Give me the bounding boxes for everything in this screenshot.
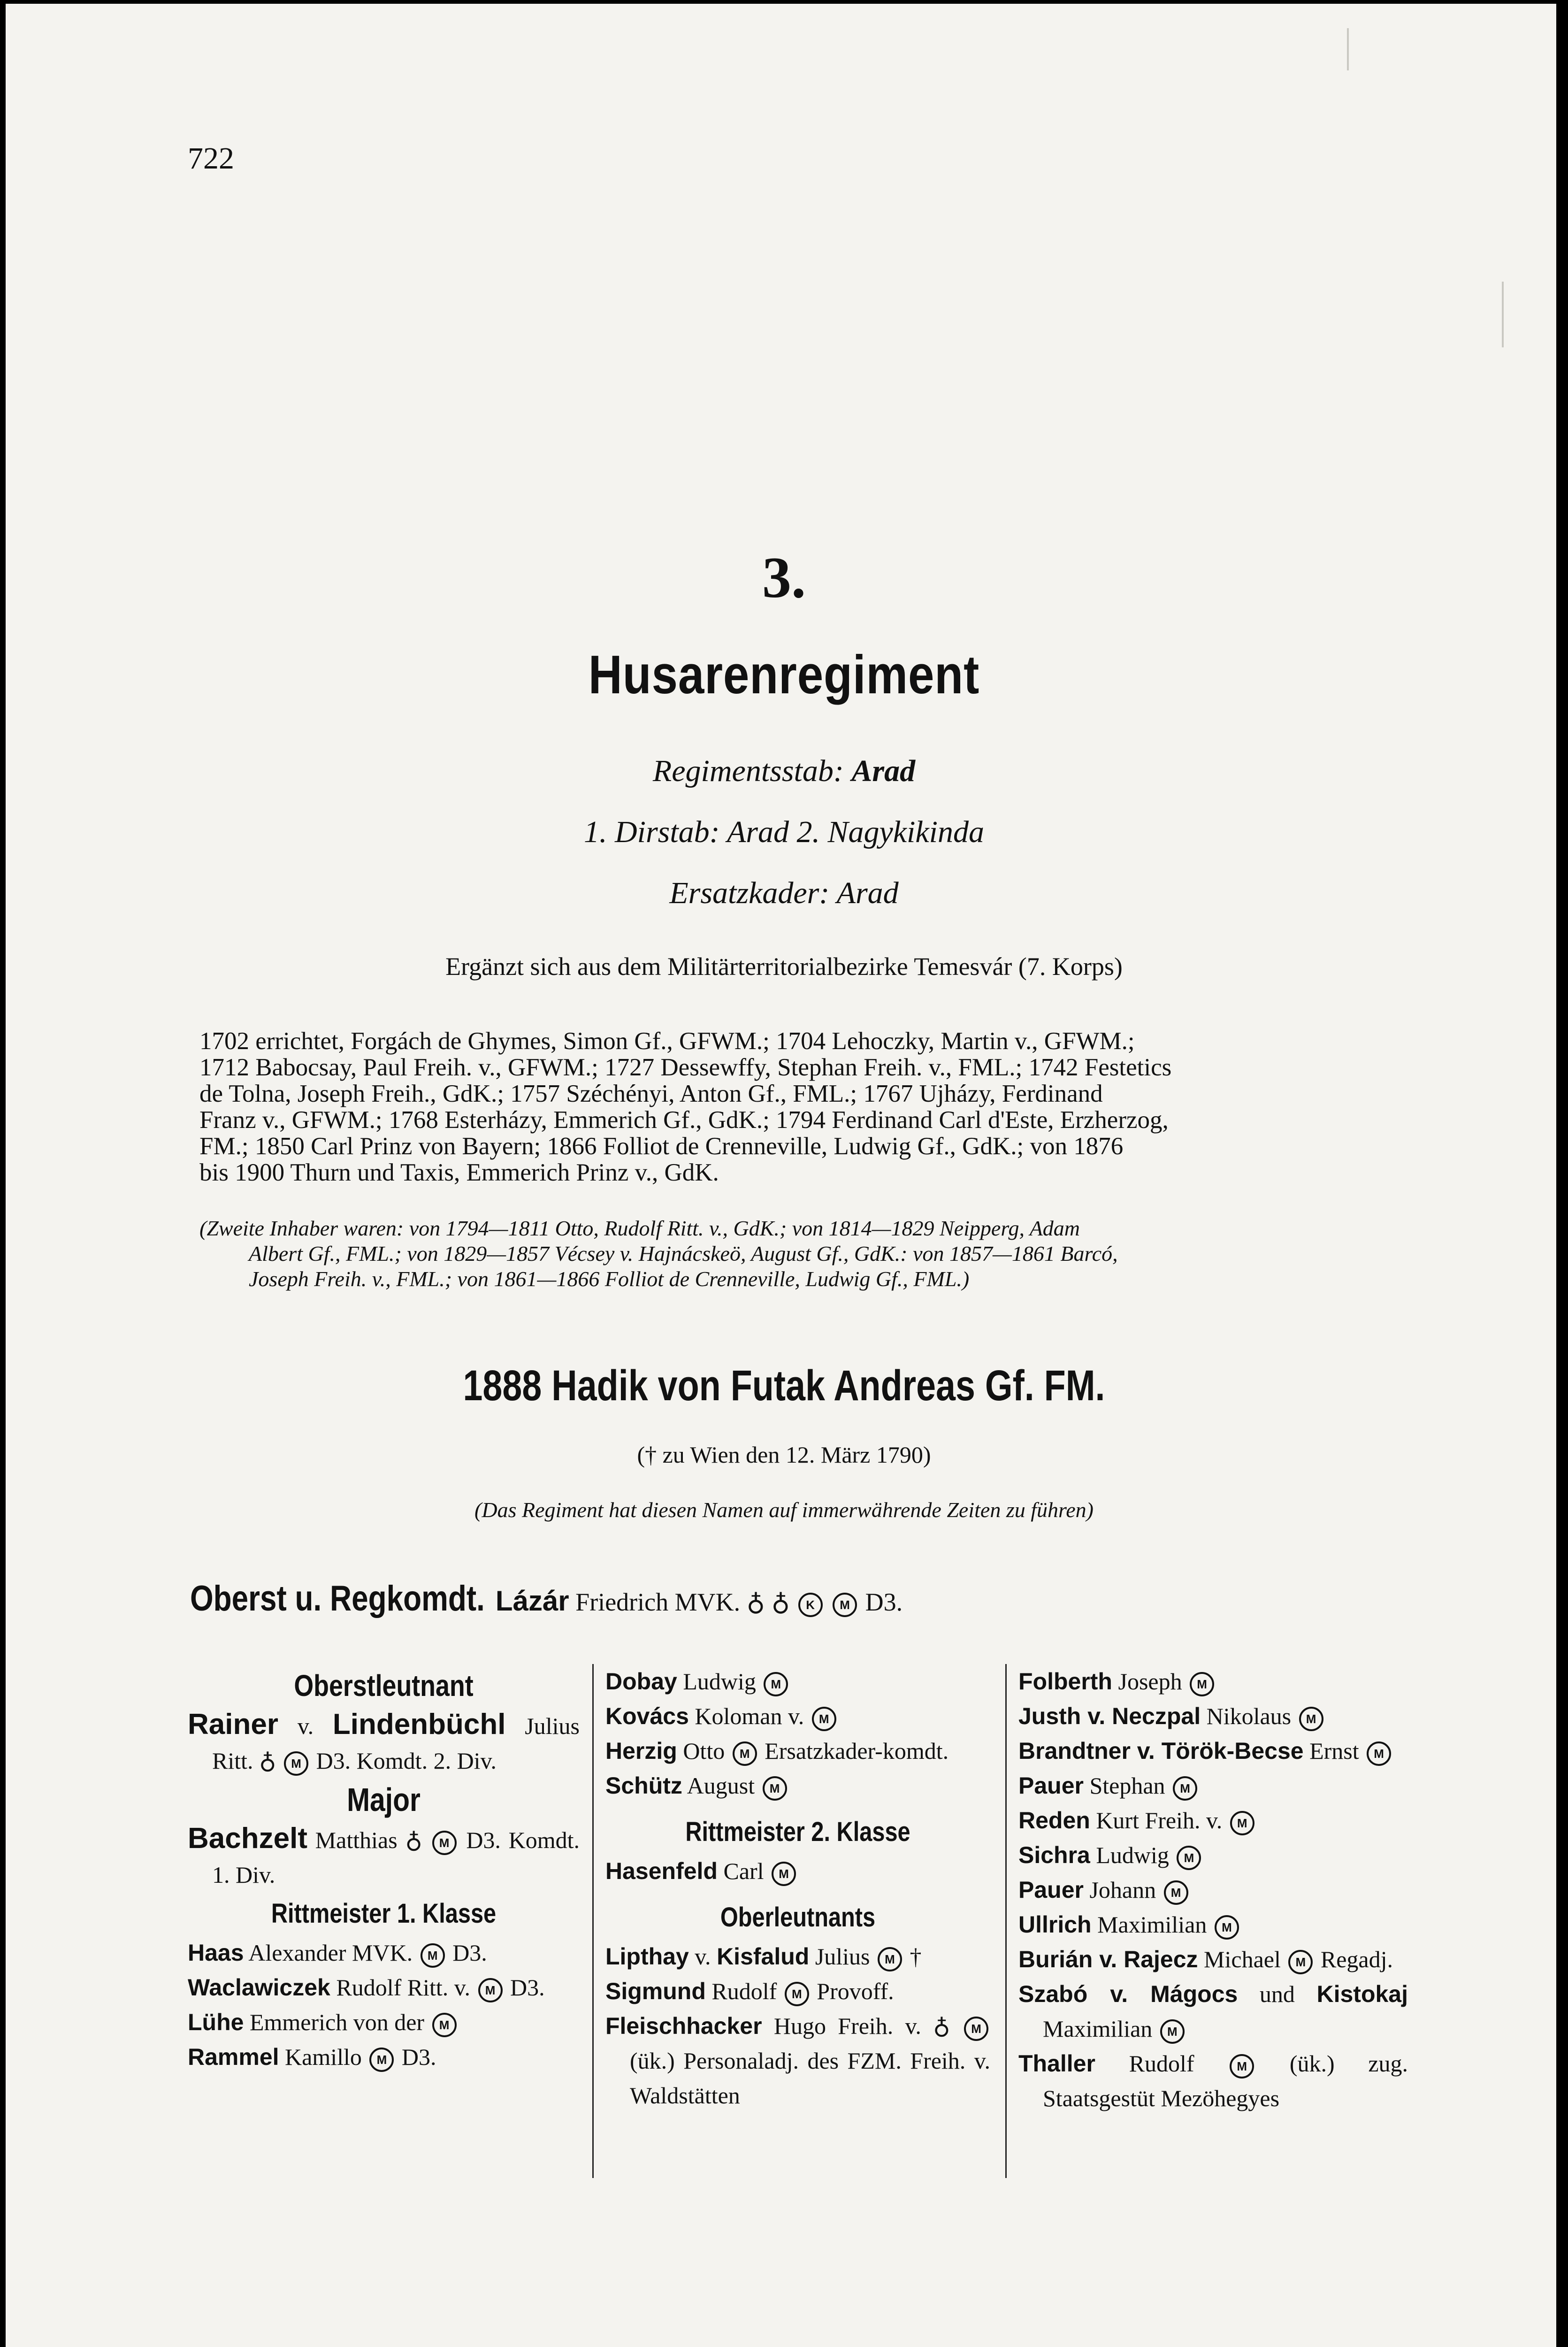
m-mark-icon: M (1215, 1915, 1239, 1940)
inhaber-line: (Zweite Inhaber waren: von 1794—1811 Otto, Rudolf Ritt. v., GdK.; von 1814—1829 Neipperg, Adam (199, 1216, 1080, 1240)
column-3 (1018, 1664, 1408, 2116)
entry-rainer (188, 1707, 580, 1778)
ersatz-label: Ersatzkader: (669, 876, 830, 910)
entry-surname: Herzig (605, 1738, 677, 1764)
m-mark-icon: M (1367, 1741, 1391, 1766)
entry-given: Emmerich von der (249, 2009, 425, 2035)
history-line: 1702 errichtet, Forgách de Ghymes, Simon Gf., GFWM.; 1704 Lehoczky, Martin v., GFWM.; (199, 1028, 1135, 1055)
entry-surname: Schütz (605, 1772, 682, 1799)
entry-given: Michael (1204, 1946, 1281, 1972)
entry-detail: D3. Komdt. 2. Div. (316, 1748, 497, 1774)
entry-given: Otto (683, 1738, 725, 1764)
entry-particle: v. (297, 1713, 314, 1739)
namesake-died: († zu Wien den 12. März 1790) (637, 1442, 931, 1468)
regiment-title: Husarenregiment (588, 644, 980, 705)
m-mark-icon: M (1190, 1672, 1214, 1696)
heading-oberstleutnant: Oberstleutnant (294, 1669, 474, 1703)
entry-surname: Sichra (1018, 1842, 1090, 1868)
entry-surname: Kistokaj (1316, 1981, 1408, 2007)
entry-detail: D3. (452, 1940, 487, 1966)
m-mark-icon: M (1164, 1880, 1188, 1905)
history-line: de Tolna, Joseph Freih., GdK.; 1757 Széchényi, Anton Gf., FML.; 1767 Ujházy, Ferdinand (199, 1080, 1103, 1107)
m-mark-icon: M (763, 1776, 787, 1801)
stab-place: Arad (851, 754, 916, 788)
entry-pauer-stephan (1018, 1768, 1408, 1803)
entry-surname: Folberth (1018, 1668, 1112, 1695)
m-mark-icon: M (1230, 2054, 1254, 2079)
entry-detail: Provoff. (817, 1978, 894, 2004)
column-divider (1005, 1664, 1007, 2178)
m-mark-icon: M (432, 2013, 457, 2037)
m-mark-icon: M (284, 1751, 308, 1776)
m-mark-icon: M (421, 1943, 445, 1968)
entry-pauer-johann (1018, 1872, 1408, 1907)
entry-haas (188, 1935, 580, 1970)
m-mark-icon: M (878, 1947, 902, 1971)
second-owners-note (199, 1216, 1410, 1292)
entry-surname: Bachzelt (188, 1822, 307, 1855)
entry-waclawiczek (188, 1970, 580, 2005)
scan-artifact (1502, 282, 1504, 347)
entry-given: Rudolf (1129, 2050, 1194, 2077)
entry-given: Koloman v. (695, 1703, 804, 1729)
m-mark-icon: M (772, 1862, 796, 1886)
history-line: bis 1900 Thurn und Taxis, Emmerich Prinz v., GdK. (199, 1159, 719, 1186)
entry-given: Ernst (1309, 1738, 1359, 1764)
regimentsstab-line (0, 753, 1568, 789)
entry-given: Carl (723, 1858, 764, 1884)
entry-particle: v. (695, 1943, 711, 1970)
entry-surname: Pauer (1018, 1772, 1084, 1799)
entry-surname: Fleischhacker (605, 2013, 762, 2039)
entry-given: August (687, 1772, 755, 1799)
regiment-number: 3. (762, 545, 806, 610)
column-1 (188, 1664, 580, 2074)
m-mark-icon: M (1173, 1776, 1197, 1801)
entry-surname: Lühe (188, 2009, 244, 2035)
oberst-line (190, 1578, 903, 1619)
m-mark-icon: M (432, 1831, 457, 1855)
heading-major: Major (347, 1781, 421, 1818)
m-mark-icon: M (1160, 2019, 1185, 2044)
entry-given: Matthias ♁ (315, 1827, 422, 1853)
ersatz-place: Arad (836, 876, 899, 910)
entry-burian (1018, 1942, 1408, 1977)
entry-given: Stephan (1089, 1772, 1165, 1799)
entry-surname: Ullrich (1018, 1911, 1092, 1938)
entry-dobay (605, 1664, 990, 1699)
entry-bachzelt (188, 1821, 580, 1892)
entry-particle: und (1259, 1981, 1295, 2007)
entry-given: Rudolf (711, 1978, 777, 2004)
entry-detail: † (910, 1943, 922, 1970)
m-mark-icon: M (812, 1707, 836, 1731)
heading-rittmeister-2: Rittmeister 2. Klasse (685, 1817, 910, 1847)
entry-given: Ludwig (683, 1668, 756, 1695)
entry-lipthay (605, 1939, 990, 1974)
entry-fleischhacker (605, 2009, 990, 2113)
oberst-rank: Oberst u. Regkomdt. (190, 1579, 485, 1618)
dirstab-line: 1. Dirstab: Arad 2. Nagykikinda (583, 815, 985, 849)
ergaenzung-line: Ergänzt sich aus dem Militärterritorialbezirke Temesvár (7. Korps) (445, 952, 1123, 981)
entry-surname: Waclawiczek (188, 1974, 330, 2001)
namesake-title: 1888 Hadik von Futak Andreas Gf. FM. (463, 1362, 1105, 1410)
entry-sigmund (605, 1974, 990, 2009)
scan-artifact (1347, 28, 1349, 70)
m-mark-icon: M (1299, 1707, 1323, 1731)
entry-surname: Reden (1018, 1807, 1090, 1833)
m-mark-icon: M (1230, 1811, 1254, 1835)
entry-given: Johann (1089, 1877, 1156, 1903)
stab-label: Regimentsstab: (652, 754, 844, 788)
entry-surname: Rainer (188, 1708, 278, 1741)
inhaber-line: Joseph Freih. v., FML.; von 1861—1866 Folliot de Crenneville, Ludwig Gf., FML.) (249, 1267, 970, 1291)
entry-surname: Justh v. Neczpal (1018, 1703, 1201, 1729)
entry-surname: Kovács (605, 1703, 689, 1729)
entry-brandtner (1018, 1733, 1408, 1768)
oberst-given: Friedrich (575, 1588, 669, 1616)
oberst-after: D3. (865, 1588, 903, 1616)
entry-given: Joseph (1118, 1668, 1182, 1695)
oberst-surname: Lázár (495, 1585, 569, 1617)
entry-folberth (1018, 1664, 1408, 1699)
entry-given: Kurt Freih. v. (1096, 1807, 1223, 1833)
m-mark-icon: M (764, 1672, 788, 1696)
history-line: FM.; 1850 Carl Prinz von Bayern; 1866 Folliot de Crenneville, Ludwig Gf., GdK.; von 1876 (199, 1133, 1124, 1160)
entry-given: Ludwig (1096, 1842, 1169, 1868)
page-number: 722 (188, 141, 234, 176)
entry-detail: Regadj. (1320, 1946, 1393, 1972)
inhaber-line: Albert Gf., FML.; von 1829—1857 Vécsey v. Hajnácskeö, August Gf., GdK.: von 1857—1861 Barcó, (249, 1242, 1118, 1266)
entry-given: Julius (815, 1943, 870, 1970)
entry-surname: Thaller (1018, 2050, 1095, 2077)
entry-given: Maximilian (1097, 1911, 1207, 1938)
entry-detail: D3. (510, 1974, 545, 2001)
entry-surname: Szabó v. Mágocs (1018, 1981, 1238, 2007)
entry-given: Maximilian (1043, 2016, 1153, 2042)
entry-surname: Rammel (188, 2044, 279, 2070)
entry-surname: Kisfalud (717, 1943, 810, 1970)
history-line: 1712 Babocsay, Paul Freih. v., GFWM.; 1727 Dessewffy, Stephan Freih. v., FML.; 1742 Festetics (199, 1054, 1172, 1081)
heading-rittmeister-1: Rittmeister 1. Klasse (271, 1898, 497, 1929)
entry-detail: Ersatzkader-komdt. (765, 1738, 949, 1764)
entry-given: Hugo Freih. v. ♁ (773, 2013, 950, 2039)
entry-surname: Brandtner v. Török-Becse (1018, 1738, 1304, 1764)
column-divider (592, 1664, 594, 2178)
entry-surname: Dobay (605, 1668, 677, 1695)
entry-detail: (ük.) zug. Staatsgestüt Mezöhegyes (1043, 2050, 1408, 2111)
entry-surname: Lindenbüchl (332, 1708, 506, 1741)
entry-schuetz (605, 1768, 990, 1803)
entry-surname: Lipthay (605, 1943, 689, 1970)
entry-given: Nikolaus (1206, 1703, 1292, 1729)
oberst-decorations: MVK. ♁ ♁ (674, 1588, 790, 1616)
entry-detail: D3. Komdt. 1. Div. (212, 1827, 580, 1888)
namesake-note: (Das Regiment hat diesen Namen auf immerwährende Zeiten zu führen) (474, 1498, 1094, 1522)
entry-szabo (1018, 1977, 1408, 2046)
entry-ullrich (1018, 1907, 1408, 1942)
entry-given: Alexander MVK. (248, 1940, 413, 1966)
regiment-history (199, 1028, 1410, 1186)
entry-given: Julius Ritt. ♁ (212, 1713, 580, 1774)
entry-rammel (188, 2040, 580, 2074)
k-mark-icon: K (798, 1593, 823, 1617)
m-mark-icon: M (733, 1741, 757, 1766)
entry-surname: Sigmund (605, 1978, 706, 2004)
entry-luehe (188, 2005, 580, 2040)
m-mark-icon: M (833, 1593, 857, 1617)
m-mark-icon: M (964, 2017, 988, 2041)
entry-given: Rudolf Ritt. v. (336, 1974, 471, 2001)
m-mark-icon: M (369, 2048, 394, 2072)
m-mark-icon: M (785, 1982, 809, 2006)
entry-detail: (ük.) Personaladj. des FZM. Freih. v. Waldstätten (630, 2048, 990, 2109)
entry-surname: Hasenfeld (605, 1858, 718, 1884)
entry-hasenfeld (605, 1854, 990, 1888)
heading-oberleutnants: Oberleutnants (720, 1902, 876, 1933)
entry-sichra (1018, 1838, 1408, 1872)
entry-thaller (1018, 2046, 1408, 2116)
m-mark-icon: M (1288, 1950, 1313, 1974)
entry-surname: Haas (188, 1940, 244, 1966)
entry-reden (1018, 1803, 1408, 1838)
history-line: Franz v., GFWM.; 1768 Esterházy, Emmerich Gf., GdK.; 1794 Ferdinand Carl d'Este, Erzherzog, (199, 1106, 1169, 1134)
m-mark-icon: M (1177, 1846, 1201, 1870)
entry-given: Kamillo (285, 2044, 362, 2070)
m-mark-icon: M (478, 1978, 503, 2002)
entry-herzig (605, 1733, 990, 1768)
entry-surname: Pauer (1018, 1877, 1084, 1903)
ersatzkader-line (0, 875, 1568, 911)
entry-detail: D3. (401, 2044, 436, 2070)
entry-justh (1018, 1699, 1408, 1733)
column-2 (605, 1664, 990, 2113)
entry-surname: Burián v. Rajecz (1018, 1946, 1198, 1972)
entry-kovacs (605, 1699, 990, 1733)
